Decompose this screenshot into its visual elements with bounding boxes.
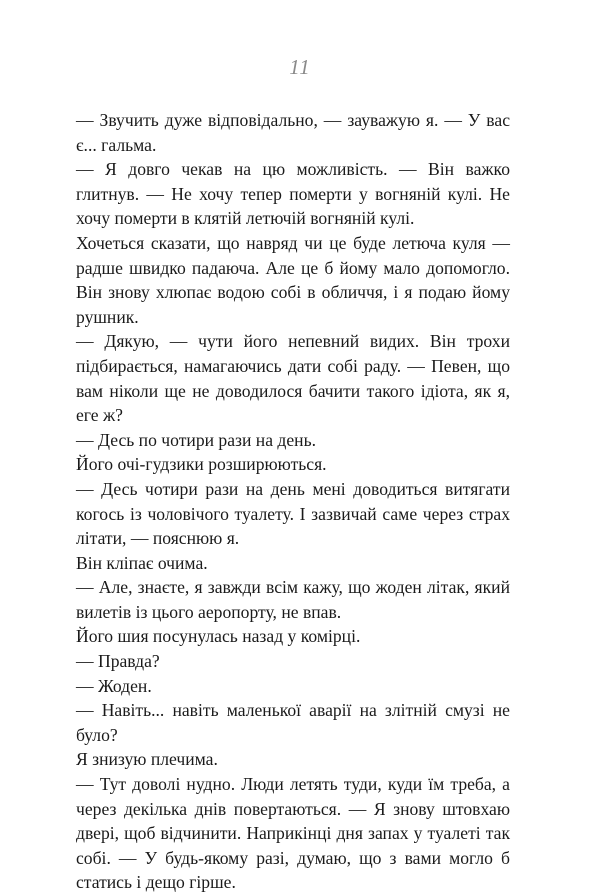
paragraph: — Десь чотири рази на день мені доводиться витягати когось із чоловічого туалету. І зазвичай саме через страх літати, — пояснюю я. xyxy=(76,478,510,549)
paragraph: — Навіть... навіть маленької аварії на злітній смузі не було? xyxy=(76,700,510,745)
paragraph: Його шия посунулась назад у комірці. xyxy=(76,626,361,647)
paragraph: — Дякую, — чути його непевний видих. Він трохи підбирається, намагаючись дати собі раду. — Певен, що вам ніколи ще не доводилося бачити такого ідіота, як я, еге ж? xyxy=(76,331,510,426)
paragraph: — Жоден. xyxy=(76,675,152,696)
paragraph: Його очі-гудзики розширюються. xyxy=(76,454,327,475)
paragraph: Я знизую плечима. xyxy=(76,749,218,770)
paragraph: — Звучить дуже відповідально, — зауважую я. — У вас є... гальма. xyxy=(76,110,510,155)
paragraph: — Правда? xyxy=(76,651,160,672)
body-text xyxy=(76,108,510,895)
paragraph: — Але, знаєте, я завжди всім кажу, що жоден літак, який вилетів із цього аеропорту, не впав. xyxy=(76,577,510,622)
paragraph: Хочеться сказати, що навряд чи це буде летюча куля — радше швидко падаюча. Але це б йому мало допомогло. Він знову хлюпає водою собі в обличчя, і я подаю йому рушник. xyxy=(76,232,510,327)
paragraph: Він кліпає очима. xyxy=(76,552,208,573)
paragraph: — Десь по чотири рази на день. xyxy=(76,429,317,450)
page-number: 11 xyxy=(289,55,311,79)
paragraph: — Тут доволі нудно. Люди летять туди, куди їм треба, а через декілька днів повертаються. — Я знову штовхаю двері, щоб відчинити. Наприкінці дня запах у туалеті так собі. — У будь-якому разі, думаю, що з вами могло б статись і дещо гірше. xyxy=(76,774,510,893)
paragraph: — Я довго чекав на цю можливість. — Він важко глитнув. — Не хочу тепер померти у вогняній кулі. Не хочу померти в клятій летючій вогняній кулі. xyxy=(76,159,510,229)
